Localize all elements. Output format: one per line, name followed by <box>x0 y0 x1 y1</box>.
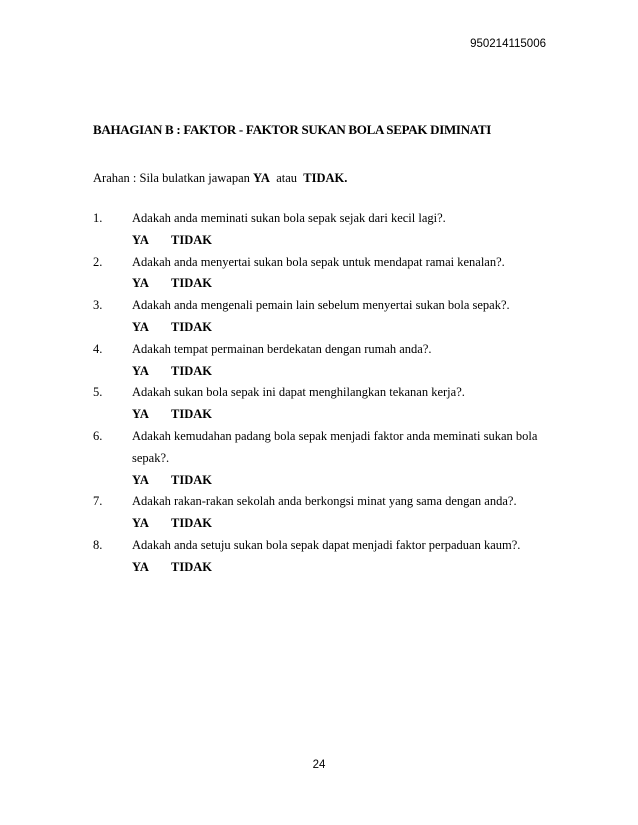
answer-no[interactable]: TIDAK <box>171 516 212 531</box>
question-item <box>93 208 553 252</box>
question-text: Adakah tempat permainan berdekatan dengan rumah anda?. <box>132 341 432 356</box>
answer-no[interactable]: TIDAK <box>171 472 212 487</box>
question-number: 6. <box>93 428 103 443</box>
question-number: 7. <box>93 494 103 509</box>
question-item <box>93 339 553 383</box>
question-number: 4. <box>93 341 103 356</box>
question-text: Adakah kemudahan padang bola sepak menjadi faktor anda meminati sukan bola sepak?. <box>132 428 538 465</box>
answer-no[interactable]: TIDAK <box>171 276 212 291</box>
instruction <box>93 171 347 186</box>
answer-yes[interactable]: YA <box>132 232 149 247</box>
question-number: 3. <box>93 298 103 313</box>
question-item <box>93 491 553 535</box>
question-text: Adakah anda meminati sukan bola sepak sejak dari kecil lagi?. <box>132 211 446 225</box>
answer-yes[interactable]: YA <box>132 407 149 422</box>
section-title: BAHAGIAN B : FAKTOR - FAKTOR SUKAN BOLA SEPAK DIMINATI <box>93 122 492 137</box>
question-list <box>93 208 553 579</box>
page-number: 24 <box>312 759 326 771</box>
answer-no[interactable]: TIDAK <box>171 232 212 247</box>
question-item <box>93 295 553 339</box>
instruction-middle: atau <box>269 171 304 185</box>
answer-yes[interactable]: YA <box>132 472 149 487</box>
answer-yes[interactable]: YA <box>132 559 149 574</box>
answer-no[interactable]: TIDAK <box>171 559 212 574</box>
question-text: Adakah sukan bola sepak ini dapat menghilangkan tekanan kerja?. <box>132 385 465 400</box>
question-text: Adakah anda setuju sukan bola sepak dapat menjadi faktor perpaduan kaum?. <box>132 537 521 552</box>
answer-no[interactable]: TIDAK <box>171 363 212 378</box>
question-item <box>93 426 553 491</box>
question-item <box>93 382 553 426</box>
answer-yes[interactable]: YA <box>132 319 149 334</box>
answer-yes[interactable]: YA <box>132 363 149 378</box>
question-number: 8. <box>93 537 103 552</box>
instruction-option-no: TIDAK. <box>303 171 348 185</box>
question-number: 2. <box>93 254 103 269</box>
question-text: Adakah anda mengenali pemain lain sebelum menyertai sukan bola sepak?. <box>132 298 510 313</box>
question-item <box>93 535 553 579</box>
question-number: 5. <box>93 385 103 400</box>
question-text: Adakah rakan-rakan sekolah anda berkongsi minat yang sama dengan anda?. <box>132 494 517 509</box>
answer-no[interactable]: TIDAK <box>171 407 212 422</box>
document-id: 950214115006 <box>470 38 546 50</box>
answer-yes[interactable]: YA <box>132 516 149 531</box>
instruction-prefix: Arahan : Sila bulatkan jawapan <box>93 171 254 185</box>
answer-yes[interactable]: YA <box>132 276 149 291</box>
question-text: Adakah anda menyertai sukan bola sepak untuk mendapat ramai kenalan?. <box>132 254 505 269</box>
instruction-option-yes: YA <box>253 171 270 185</box>
question-number: 1. <box>93 211 103 225</box>
question-item <box>93 252 553 296</box>
answer-no[interactable]: TIDAK <box>171 319 212 334</box>
